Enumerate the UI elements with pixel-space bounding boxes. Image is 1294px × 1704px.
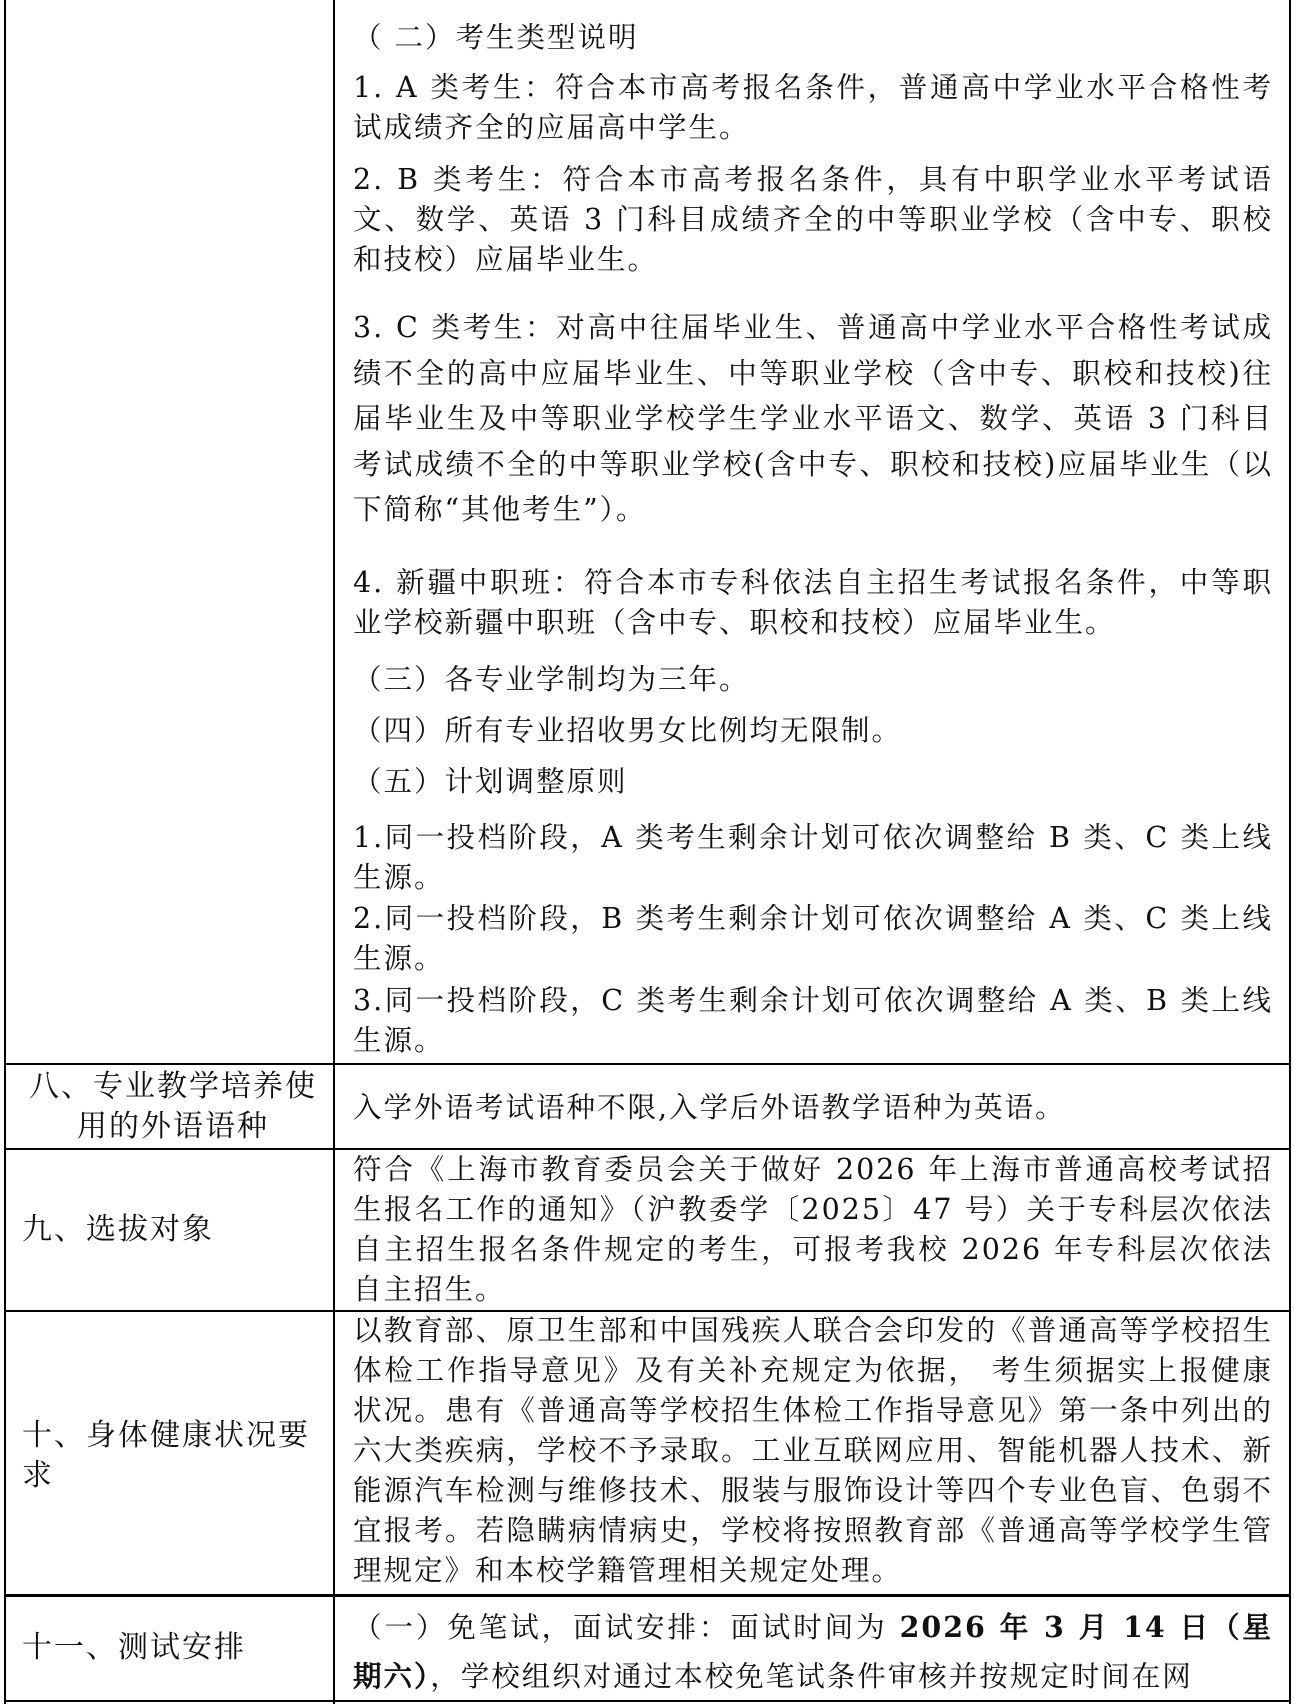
table-column-divider xyxy=(333,0,335,1704)
plan-adjustment-1: 1.同一投档阶段，A 类考生剩余计划可依次调整给 B 类、C 类上线生源。 xyxy=(353,821,1273,894)
candidate-type-c: 3. C 类考生：对高中往届毕业生、普通高中学业水平合格性考试成绩不全的高中应届毕业生、中等职业学校（含中专、职校和技校)往届毕业生及中等职业学校学生学业水平语文、数学、英语 3 门科目考试成绩不全的中等职业学校(含中专、职校和技校)应届毕业生（以下简称“其他考生”）。 xyxy=(353,311,1273,526)
section-gender-ratio: （四）所有专业招收男女比例均无限制。 xyxy=(353,714,903,747)
section-duration: （三）各专业学制均为三年。 xyxy=(353,663,750,696)
row10-label: 十、身体健康状况要求 xyxy=(22,1418,310,1493)
candidate-type-a: 1. A 类考生：符合本市高考报名条件，普通高中学业水平合格性考试成绩齐全的应届高中学生。 xyxy=(353,71,1273,144)
row-divider-8 xyxy=(4,1063,1291,1065)
row11-content-prefix: （一）免笔试，面试安排：面试时间为 xyxy=(353,1611,900,1644)
plan-adjustment-3: 3.同一投档阶段，C 类考生剩余计划可依次调整给 A 类、B 类上线生源。 xyxy=(353,984,1273,1057)
plan-adjustment-2: 2.同一投档阶段，B 类考生剩余计划可依次调整给 A 类、C 类上线生源。 xyxy=(353,902,1273,975)
row9-label: 九、选拔对象 xyxy=(22,1212,214,1247)
section-plan-adjustment: （五）计划调整原则 xyxy=(353,765,628,798)
table-right-border xyxy=(1289,0,1291,1704)
row8-label: 八、专业教学培养使用的外语语种 xyxy=(29,1069,317,1144)
row10-content: 以教育部、原卫生部和中国残疾人联合会印发的《普通高等学校招生体检工作指导意见》及有关补充规定为依据， 考生须据实上报健康状况。患有《普通高等学校招生体检工作指导意见》第一条中列出的六大类疾病，学校不予录取。工业互联网应用、智能机器人技术、新能源汽车检测与维修技术、服装与服饰设计等四个专业色盲、色弱不宜报考。若隐瞒病情病史，学校将按照教育部《普通高等学校学生管理规定》和本校学籍管理相关规定处理。 xyxy=(353,1314,1273,1587)
row9-content: 符合《上海市教育委员会关于做好 2026 年上海市普通高校考试招生报名工作的通知》（沪教委学〔2025〕47 号）关于专科层次依法自主招生报名条件规定的考生，可报考我校 2026 年专科层次依法自主招生。 xyxy=(353,1153,1273,1306)
row11-content-bold: 2026 年 3 月 14 日（星期六） xyxy=(353,1610,1273,1693)
row8-content: 入学外语考试语种不限,入学后外语教学语种为英语。 xyxy=(353,1091,1066,1124)
row11-content xyxy=(353,1603,1273,1701)
row-divider-11 xyxy=(4,1594,1291,1597)
candidate-type-b: 2. B 类考生：符合本市高考报名条件，具有中职学业水平考试语文、数学、英语 3 门科目成绩齐全的中等职业学校（含中专、职校和技校）应届毕业生。 xyxy=(353,163,1273,276)
row11-content-suffix: ，学校组织对通过本校免笔试条件审核并按规定时间在网 xyxy=(430,1660,1193,1693)
candidate-type-xinjiang: 4. 新疆中职班：符合本市专科依法自主招生考试报名条件，中等职业学校新疆中职班（含中专、职校和技校）应届毕业生。 xyxy=(353,566,1273,639)
table-left-border xyxy=(4,0,6,1704)
section-header-candidate-types: （ 二）考生类型说明 xyxy=(353,21,639,54)
row11-label: 十一、测试安排 xyxy=(22,1630,246,1665)
